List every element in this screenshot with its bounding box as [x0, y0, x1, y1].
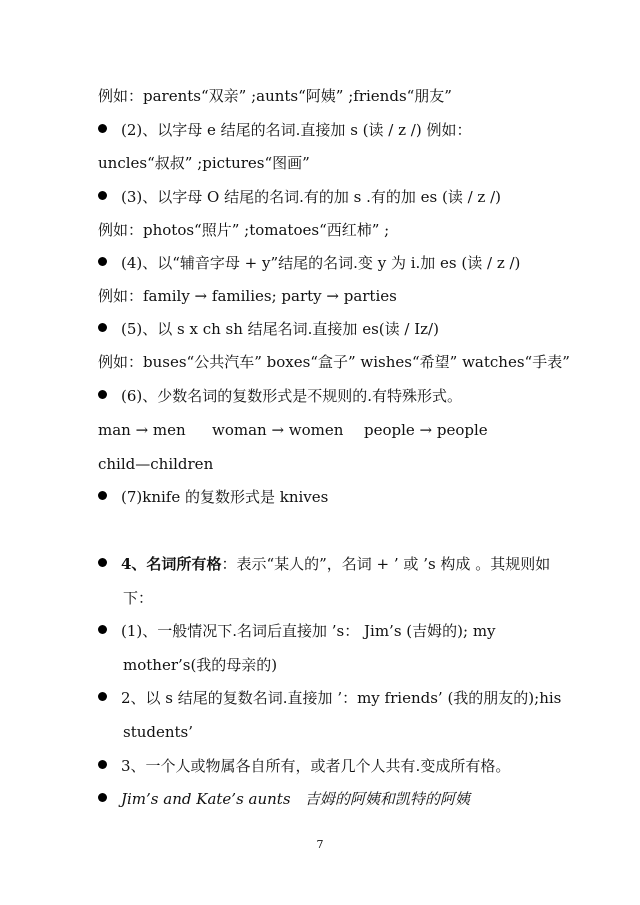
example-line: 例如：photos“照片” ;tomatoes“西红柿” ; [98, 221, 390, 239]
bullet-item [98, 688, 560, 708]
bullet-icon [98, 491, 107, 500]
example-line: 例如：parents“双亲” ;aunts“阿姨” ;friends“朋友” [98, 87, 452, 105]
bullet-icon [98, 257, 107, 266]
continuation-line: mother’s(我的母亲的) [123, 656, 278, 674]
example-line: child—children [98, 455, 214, 473]
continuation-line: 下： [123, 589, 154, 607]
bullet-icon [98, 558, 107, 567]
bullet-text: (3)、以字母 O 结尾的名词.有的加 s .有的加 es (读 / z /) [121, 188, 501, 206]
bullet-text: (7)knife 的复数形式是 knives [121, 488, 329, 506]
bullet-item [98, 187, 560, 207]
bullet-text: 3、一个人或物属各自所有，或者几个人共有.变成所有格。 [121, 757, 511, 775]
bullet-text: Jim’s and Kate’s aunts 吉姆的阿姨和凯特的阿姨 [121, 790, 470, 808]
irregular-example: woman → women [212, 421, 344, 439]
bullet-text: (6)、少数名词的复数形式是不规则的.有特殊形式。 [121, 387, 463, 405]
continuation-line: students’ [123, 723, 194, 741]
bullet-icon [98, 124, 107, 133]
section-heading-text: ：表示“某人的”，名词 + ’ 或 ’s 构成 。其规则如 [221, 555, 551, 573]
bullet-item [98, 386, 560, 406]
irregular-example: people → people [364, 421, 488, 439]
bullet-icon [98, 390, 107, 399]
bullet-item [98, 756, 560, 776]
bullet-item [98, 789, 560, 809]
irregular-plurals-line [98, 420, 560, 440]
bullet-text: 2、以 s 结尾的复数名词.直接加 ’：my friends’ (我的朋友的);his [121, 689, 562, 707]
bullet-item [98, 487, 560, 507]
example-line: uncles“叔叔” ;pictures“图画” [98, 154, 310, 172]
bullet-item [98, 253, 560, 273]
section-heading-item [98, 554, 560, 574]
bullet-text: (2)、以字母 e 结尾的名词.直接加 s (读 / z /) 例如： [121, 121, 472, 139]
bullet-icon [98, 323, 107, 332]
bullet-item [98, 120, 560, 140]
bullet-item [98, 621, 560, 641]
irregular-example: man → men [98, 421, 186, 439]
bullet-icon [98, 793, 107, 802]
example-line: 例如：family → families; party → parties [98, 287, 397, 305]
bullet-icon [98, 760, 107, 769]
bullet-item [98, 319, 560, 339]
bullet-icon [98, 692, 107, 701]
bullet-icon [98, 625, 107, 634]
page-number: 7 [316, 838, 324, 851]
bullet-icon [98, 191, 107, 200]
bullet-text: (1)、一般情况下.名词后直接加 ’s： Jim’s (吉姆的); my [121, 622, 496, 640]
bullet-text: (4)、以“辅音字母 + y”结尾的名词.变 y 为 i.加 es (读 / z /) [121, 254, 521, 272]
section-heading: 4、名词所有格 [121, 555, 222, 573]
example-line: 例如：buses“公共汽车” boxes“盒子” wishes“希望” watches“手表” [98, 353, 570, 371]
bullet-text: (5)、以 s x ch sh 结尾名词.直接加 es(读 / Iz/) [121, 320, 439, 338]
